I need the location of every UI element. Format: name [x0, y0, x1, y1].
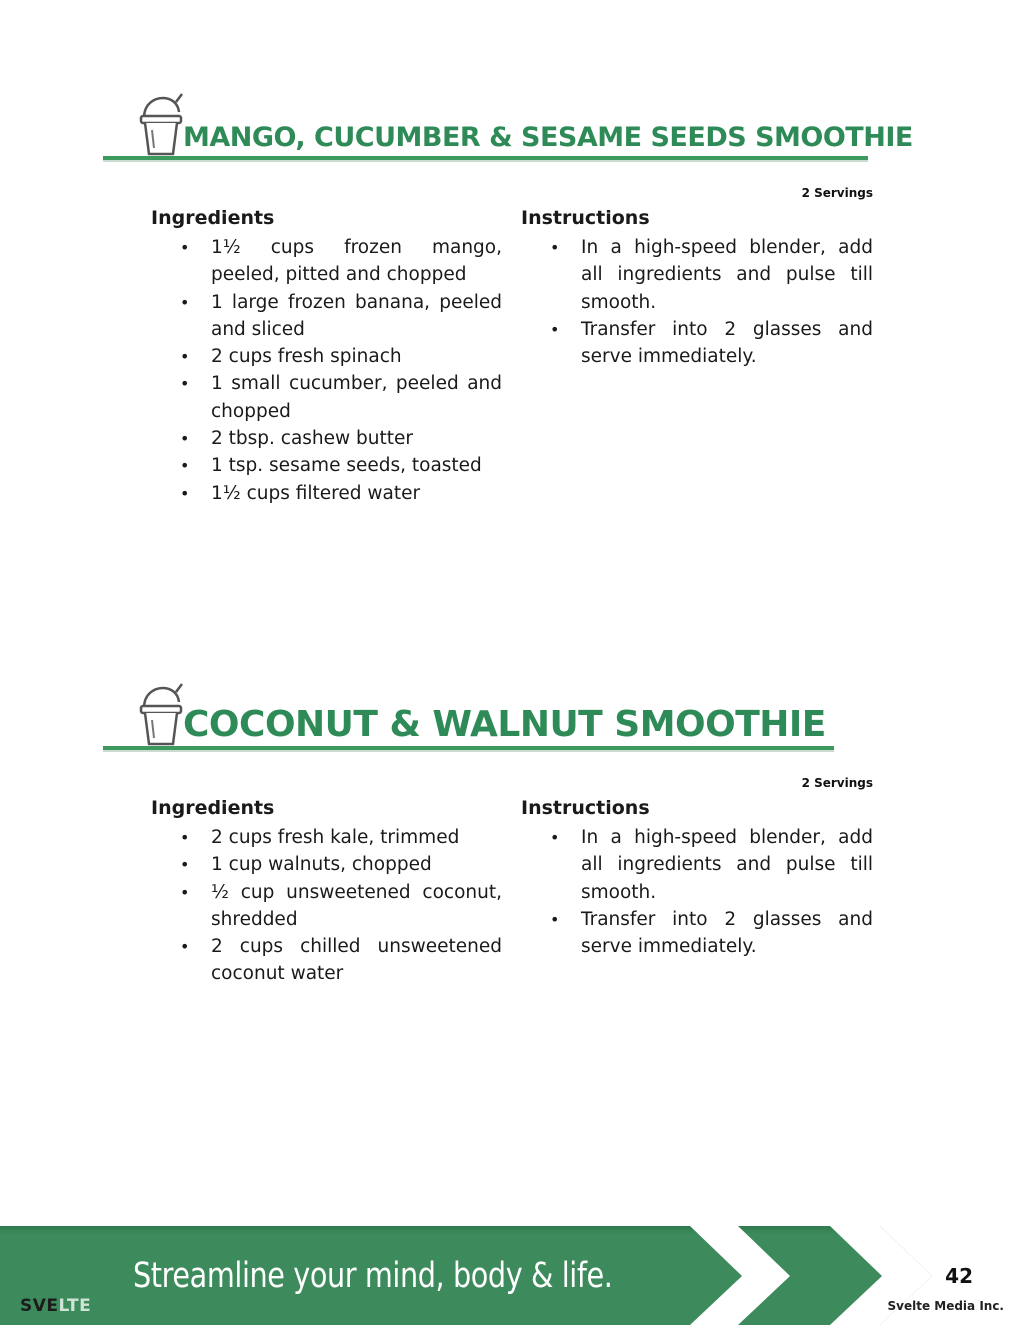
instructions-heading: Instructions: [521, 797, 650, 819]
list-item: • 1 small cucumber, peeled and chopped: [151, 370, 502, 425]
list-item: • Transfer into 2 glasses and serve immediately.: [521, 906, 873, 961]
recipe-card: [0, 682, 1024, 985]
instructions-heading: Instructions: [521, 207, 650, 229]
smoothie-cup-icon: [138, 682, 186, 748]
instructions-list: [521, 234, 873, 370]
instructions-list: [521, 824, 873, 960]
instructions-column: [521, 206, 873, 370]
recipe-title-row: [0, 92, 1024, 164]
list-item: • ½ cup unsweetened coconut, shredded: [151, 879, 502, 934]
recipe-card: [0, 92, 1024, 504]
list-item: • 1 tsp. sesame seeds, toasted: [151, 452, 502, 479]
brand-logo-dark: SVE: [20, 1296, 59, 1316]
title-underline: [103, 746, 834, 750]
list-item: • In a high-speed blender, add all ingredients and pulse till smooth.: [521, 824, 873, 906]
company-name: Svelte Media Inc.: [887, 1299, 1004, 1313]
list-item: • 2 cups chilled unsweetened coconut water: [151, 933, 502, 988]
smoothie-cup-icon: [138, 92, 186, 158]
brand-logo-light: LTE: [58, 1296, 92, 1316]
ingredients-column: [151, 206, 502, 507]
list-item: • Transfer into 2 glasses and serve immediately.: [521, 316, 873, 371]
list-item: • 1½ cups frozen mango, peeled, pitted and chopped: [151, 234, 502, 289]
ingredients-list: [151, 824, 502, 988]
page-footer: [0, 1226, 1024, 1325]
list-item: • 2 cups fresh spinach: [151, 343, 502, 370]
list-item: • 1 large frozen banana, peeled and sliced: [151, 289, 502, 344]
list-item: • 1 cup walnuts, chopped: [151, 851, 502, 878]
recipe-title: MANGO, CUCUMBER & SESAME SEEDS SMOOTHIE: [183, 122, 913, 153]
list-item: • 1½ cups filtered water: [151, 480, 502, 507]
page-number: 42: [945, 1264, 973, 1288]
ingredients-column: [151, 796, 502, 988]
recipe-title: COCONUT & WALNUT SMOOTHIE: [183, 704, 826, 745]
list-item: • 2 cups fresh kale, trimmed: [151, 824, 502, 851]
ingredients-heading: Ingredients: [151, 207, 275, 229]
ingredients-list: [151, 234, 502, 507]
list-item: • 2 tbsp. cashew butter: [151, 425, 502, 452]
instructions-column: [521, 796, 873, 960]
ingredients-heading: Ingredients: [151, 797, 275, 819]
list-item: • In a high-speed blender, add all ingredients and pulse till smooth.: [521, 234, 873, 316]
recipe-title-row: [0, 682, 1024, 754]
brand-logo: [20, 1296, 91, 1316]
title-underline: [103, 156, 868, 160]
footer-slogan: Streamline your mind, body & life.: [133, 1256, 613, 1296]
servings-label: 2 Servings: [801, 186, 873, 200]
servings-label: 2 Servings: [801, 776, 873, 790]
